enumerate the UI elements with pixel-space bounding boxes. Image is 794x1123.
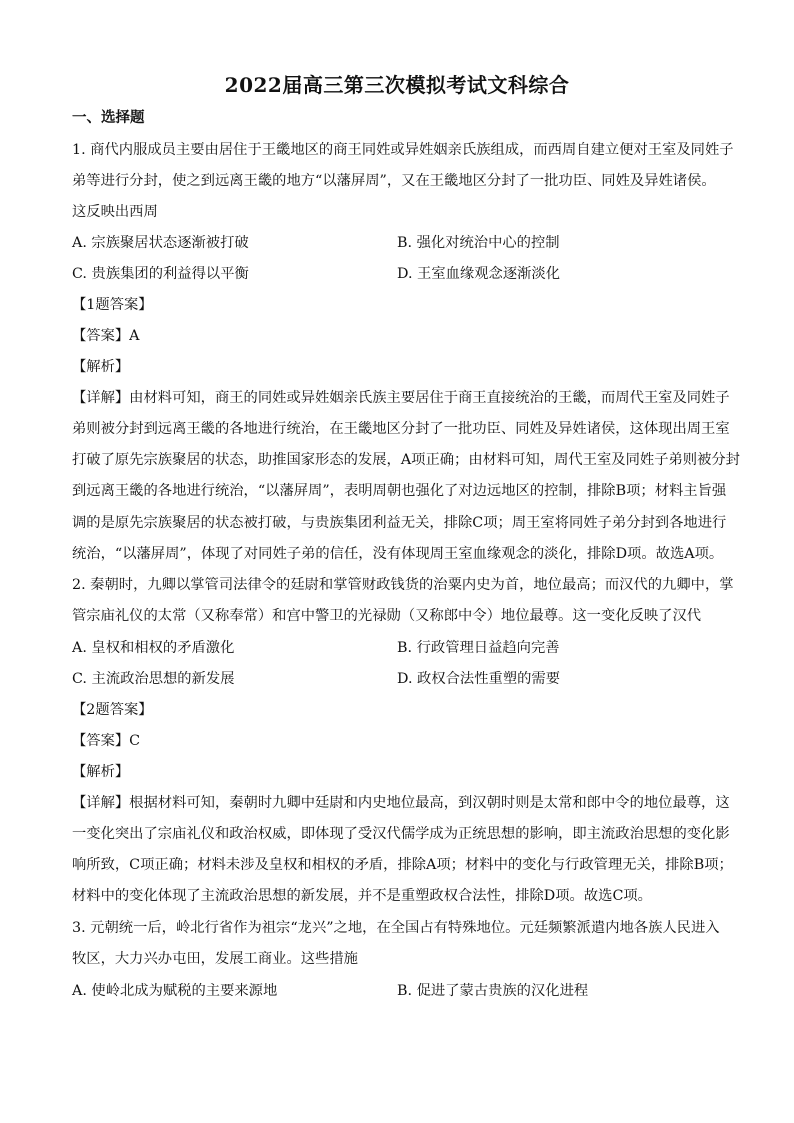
q1-answer: 【答案】A — [72, 328, 140, 344]
q1-detail-line: 到远离王畿的各地进行统治，“以藩屏周”，表明周朝也强化了对边远地区的控制，排除B项；材料主旨强 — [72, 483, 727, 499]
q3-stem-line: 牧区，大力兴办屯田，发展工商业。这些措施 — [72, 951, 358, 967]
q2-analysis-label: 【解析】 — [72, 764, 130, 780]
q1-option-d: D. 王室血缘观念逐渐淡化 — [397, 266, 561, 282]
q1-analysis-label: 【解析】 — [72, 359, 130, 375]
q1-stem-line: 这反映出西周 — [72, 204, 158, 220]
q1-detail-line: 弟则被分封到远离王畿的各地进行统治，在王畿地区分封了一批功臣、同姓及异姓诸侯，这体现出周王室 — [72, 421, 730, 437]
q2-option-a: A. 皇权和相权的矛盾激化 — [72, 640, 235, 656]
q2-option-b: B. 行政管理日益趋向完善 — [397, 640, 560, 656]
q2-answer: 【答案】C — [72, 733, 141, 749]
q3-option-b: B. 促进了蒙古贵族的汉化进程 — [397, 983, 589, 999]
q3-stem-line: 3. 元朝统一后，岭北行省作为祖宗“龙兴”之地，在全国占有特殊地位。元廷频繁派遣内地各族人民进入 — [72, 920, 720, 936]
q2-stem-line: 管宗庙礼仪的太常（又称奉常）和宫中警卫的光禄勋（又称郎中令）地位最尊。这一变化反映了汉代 — [72, 608, 702, 624]
q2-stem-line: 2. 秦朝时，九卿以掌管司法律令的廷尉和掌管财政钱货的治粟内史为首，地位最高；而汉代的九卿中，掌 — [72, 577, 734, 593]
q1-detail-line: 打破了原先宗族聚居的状态，助推国家形态的发展，A项正确；由材料可知，周代王室及同姓子弟则被分封 — [72, 452, 740, 468]
q2-detail-line: 【详解】根据材料可知，秦朝时九卿中廷尉和内史地位最高，到汉朝时则是太常和郎中令的地位最尊，这 — [72, 795, 730, 811]
q1-detail-line: 【详解】由材料可知，商王的同姓或异姓姻亲氏族主要居住于商王直接统治的王畿，而周代王室及同姓子 — [72, 390, 730, 406]
q1-detail-line: 调的是原先宗族聚居的状态被打破，与贵族集团利益无关，排除C项；周王室将同姓子弟分封到各地进行 — [72, 515, 727, 531]
q2-answer-header: 【2题答案】 — [72, 702, 153, 718]
q1-option-c: C. 贵族集团的利益得以平衡 — [72, 266, 249, 282]
q2-detail-line: 一变化突出了宗庙礼仪和政治权威，即体现了受汉代儒学成为正统思想的影响，即主流政治思想的变化影 — [72, 826, 730, 842]
q2-option-c: C. 主流政治思想的新发展 — [72, 671, 235, 687]
q1-answer-header: 【1题答案】 — [72, 297, 153, 313]
page-title: 2022届高三第三次模拟考试文科综合 — [224, 73, 570, 97]
q2-option-d: D. 政权合法性重塑的需要 — [397, 671, 561, 687]
q2-detail-line: 材料中的变化体现了主流政治思想的新发展，并不是重塑政权合法性，排除D项。故选C项。 — [72, 888, 652, 904]
q1-stem-line: 弟等进行分封，使之到远离王畿的地方“以藩屏周”，又在王畿地区分封了一批功臣、同姓及异姓诸侯。 — [72, 173, 716, 189]
q1-detail-line: 统治，“以藩屏周”，体现了对同姓子弟的信任，没有体现周王室血缘观念的淡化，排除D项。故选A项。 — [72, 546, 724, 562]
q1-option-b: B. 强化对统治中心的控制 — [397, 235, 560, 251]
q1-stem-line: 1. 商代内服成员主要由居住于王畿地区的商王同姓或异姓姻亲氏族组成，而西周自建立便对王室及同姓子 — [72, 142, 734, 158]
q3-option-a: A. 使岭北成为赋税的主要来源地 — [72, 983, 278, 999]
section-heading: 一、选择题 — [72, 109, 145, 126]
q2-detail-line: 响所致，C项正确；材料未涉及皇权和相权的矛盾，排除A项；材料中的变化与行政管理无关，排除B项； — [72, 857, 733, 873]
q1-option-a: A. 宗族聚居状态逐渐被打破 — [72, 235, 249, 251]
